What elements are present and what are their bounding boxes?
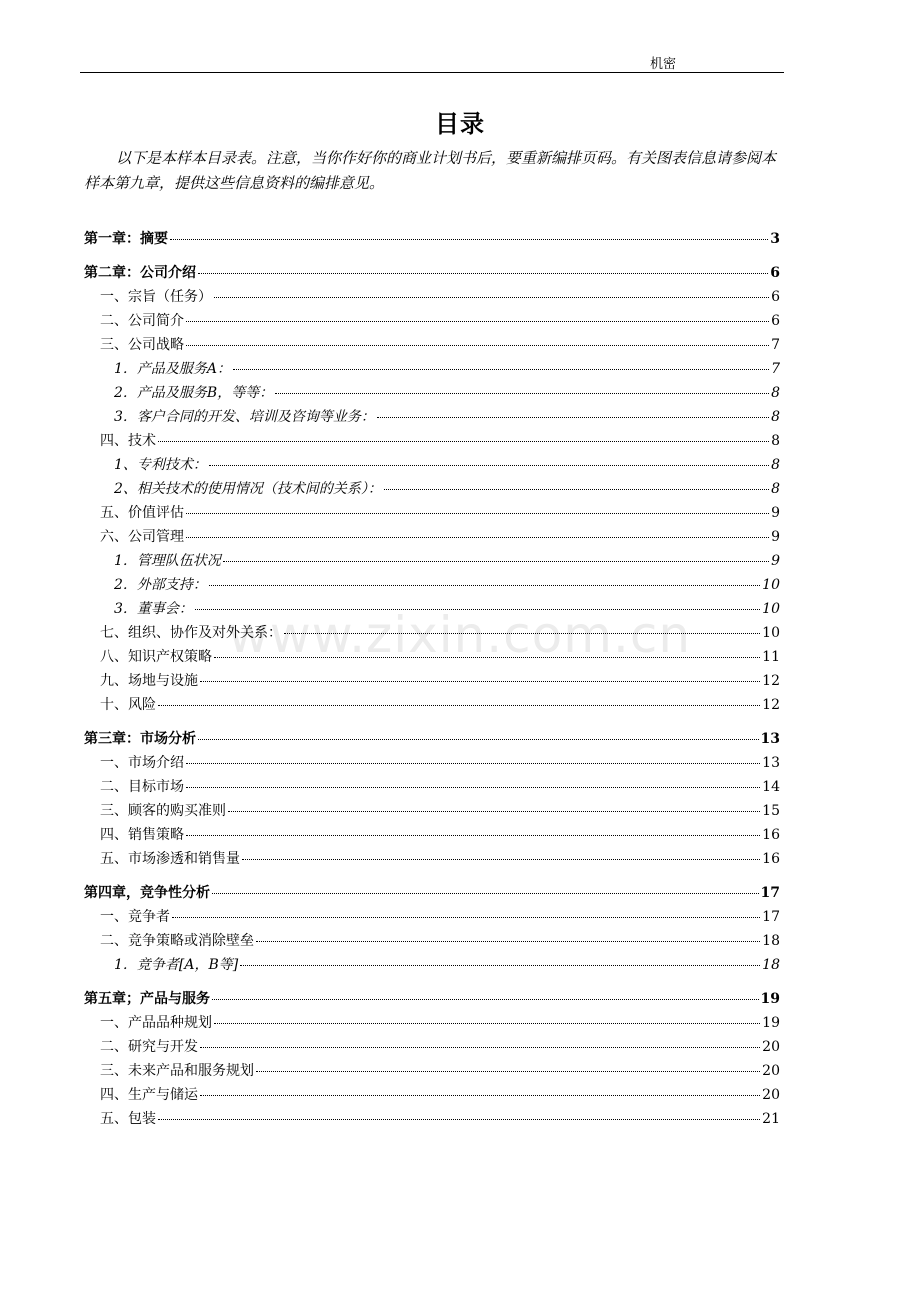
toc-entry-label: 九、场地与设施 [100, 673, 198, 689]
toc-page-number: 19 [762, 1015, 780, 1031]
dot-leader [186, 345, 769, 346]
toc-entry[interactable] [84, 623, 780, 647]
toc-entry-label: 3．董事会： [114, 601, 193, 617]
dot-leader [242, 859, 760, 860]
toc-entry[interactable] [84, 527, 780, 551]
toc-page-number: 6 [771, 289, 780, 305]
toc-entry[interactable] [84, 671, 780, 695]
dot-leader [256, 941, 760, 942]
toc-entry[interactable] [84, 955, 780, 979]
dot-leader [195, 609, 760, 610]
toc-entry-label: 1．管理队伍状况 [114, 553, 221, 569]
watermark: www.zixin.com.cn [228, 606, 692, 664]
toc-page-number: 18 [762, 957, 780, 973]
toc-entry[interactable] [84, 311, 780, 335]
toc-page-number: 9 [771, 553, 780, 569]
toc-entry-label: 五、价值评估 [100, 505, 184, 521]
toc-page-number: 10 [762, 625, 780, 641]
toc-page-number: 21 [762, 1111, 780, 1127]
toc-page-number: 8 [771, 457, 780, 473]
toc-chapter-entry[interactable] [84, 229, 780, 253]
toc-entry-label: 四、技术 [100, 433, 156, 449]
dot-leader [170, 239, 768, 240]
dot-leader [209, 585, 760, 586]
toc-entry[interactable] [84, 825, 780, 849]
toc-entry[interactable] [84, 335, 780, 359]
toc-page-number: 12 [762, 697, 780, 713]
toc-page-number: 8 [771, 385, 780, 401]
toc-chapter-entry[interactable] [84, 729, 780, 753]
toc-entry-label: 三、顾客的购买准则 [100, 803, 226, 819]
dot-leader [158, 441, 769, 442]
dot-leader [214, 1023, 760, 1024]
toc-page-number: 17 [762, 909, 780, 925]
toc-page-number: 10 [762, 577, 780, 593]
toc-page-number: 6 [771, 313, 780, 329]
toc-entry[interactable] [84, 1085, 780, 1109]
toc-entry-label: 1．产品及服务A： [114, 361, 232, 377]
toc-entry[interactable] [84, 907, 780, 931]
table-of-contents [84, 229, 780, 1133]
toc-page-number: 15 [762, 803, 780, 819]
dot-leader [256, 1071, 760, 1072]
toc-page-number: 8 [771, 409, 780, 425]
toc-entry-label: 第二章：公司介绍 [84, 265, 196, 281]
toc-entry[interactable] [84, 599, 780, 623]
toc-page-number: 7 [771, 337, 780, 353]
toc-entry-label: 五、市场渗透和销售量 [100, 851, 240, 867]
toc-entry-label: 三、公司战略 [100, 337, 184, 353]
toc-entry[interactable] [84, 287, 780, 311]
toc-page-number: 13 [762, 755, 780, 771]
toc-entry-label: 2．外部支持： [114, 577, 207, 593]
toc-entry-label: 六、公司管理 [100, 529, 184, 545]
toc-page-number: 20 [762, 1063, 780, 1079]
toc-entry[interactable] [84, 383, 780, 407]
toc-entry-label: 二、公司简介 [100, 313, 184, 329]
toc-entry[interactable] [84, 431, 780, 455]
dot-leader [233, 369, 769, 370]
toc-entry[interactable] [84, 503, 780, 527]
toc-entry-label: 第一章：摘要 [84, 231, 168, 247]
dot-leader [377, 417, 769, 418]
toc-page-number: 18 [762, 933, 780, 949]
dot-leader [214, 657, 760, 658]
toc-page-number: 11 [762, 649, 780, 665]
page-title: 目录 [435, 109, 485, 138]
toc-entry-label: 2．产品及服务B，等等： [114, 385, 274, 401]
dot-leader [172, 917, 760, 918]
toc-entry[interactable] [84, 407, 780, 431]
toc-page-number: 8 [771, 433, 780, 449]
dot-leader [209, 465, 769, 466]
toc-chapter-entry[interactable] [84, 883, 780, 907]
toc-entry-label: 第五章；产品与服务 [84, 991, 210, 1007]
toc-entry-label: 四、销售策略 [100, 827, 184, 843]
toc-entry[interactable] [84, 753, 780, 777]
dot-leader [214, 297, 769, 298]
dot-leader [186, 835, 760, 836]
toc-entry[interactable] [84, 455, 780, 479]
toc-page-number: 9 [771, 505, 780, 521]
dot-leader [212, 999, 759, 1000]
toc-page-number: 3 [770, 231, 780, 247]
dot-leader [158, 1119, 760, 1120]
dot-leader [158, 705, 760, 706]
dot-leader [186, 537, 769, 538]
toc-entry-label: 一、宗旨（任务） [100, 289, 212, 305]
toc-entry-label: 2、相关技术的使用情况（技术间的关系）： [114, 481, 382, 497]
dot-leader [284, 633, 760, 634]
toc-entry[interactable] [84, 1037, 780, 1061]
toc-page-number: 20 [762, 1087, 780, 1103]
dot-leader [200, 681, 760, 682]
toc-entry-label: 3．客户合同的开发、培训及咨询等业务： [114, 409, 375, 425]
toc-entry[interactable] [84, 777, 780, 801]
toc-entry-label: 二、研究与开发 [100, 1039, 198, 1055]
toc-entry-label: 二、目标市场 [100, 779, 184, 795]
toc-entry-label: 三、未来产品和服务规划 [100, 1063, 254, 1079]
toc-entry[interactable] [84, 931, 780, 955]
toc-page-number: 9 [771, 529, 780, 545]
toc-entry[interactable] [84, 359, 780, 383]
dot-leader [198, 273, 768, 274]
dot-leader [240, 965, 760, 966]
toc-page-number: 10 [762, 601, 780, 617]
dot-leader [186, 321, 769, 322]
toc-entry[interactable] [84, 479, 780, 503]
toc-page-number: 16 [762, 827, 780, 843]
page-header [80, 50, 784, 73]
toc-chapter-entry[interactable] [84, 989, 780, 1013]
toc-entry[interactable] [84, 575, 780, 599]
toc-page-number: 8 [771, 481, 780, 497]
toc-entry-label: 五、包装 [100, 1111, 156, 1127]
toc-entry-label: 十、风险 [100, 697, 156, 713]
toc-entry-label: 1．竞争者[A，B等] [114, 957, 239, 973]
toc-page-number: 14 [762, 779, 780, 795]
dot-leader [186, 763, 760, 764]
confidential-label: 机密 [649, 57, 676, 72]
dot-leader [200, 1095, 760, 1096]
toc-entry[interactable] [84, 695, 780, 719]
dot-leader [212, 893, 759, 894]
toc-entry[interactable] [84, 551, 780, 575]
toc-entry-label: 七、组织、协作及对外关系： [100, 625, 282, 641]
dot-leader [186, 787, 760, 788]
toc-page-number: 7 [771, 361, 780, 377]
toc-entry-label: 第三章：市场分析 [84, 731, 196, 747]
toc-entry-label: 一、竞争者 [100, 909, 170, 925]
toc-entry[interactable] [84, 1109, 780, 1133]
toc-entry[interactable] [84, 849, 780, 873]
toc-page-number: 16 [762, 851, 780, 867]
toc-entry-label: 四、生产与储运 [100, 1087, 198, 1103]
toc-entry-label: 一、市场介绍 [100, 755, 184, 771]
toc-entry-label: 二、竞争策略或消除壁垒 [100, 933, 254, 949]
dot-leader [186, 513, 769, 514]
toc-page-number: 17 [760, 885, 780, 901]
dot-leader [200, 1047, 760, 1048]
toc-page-number: 12 [762, 673, 780, 689]
intro-paragraph: 以下是本样本目录表。注意，当你作好你的商业计划书后，要重新编排页码。有关图表信息请参阅本样本第九章，提供这些信息资料的编排意见。 [84, 149, 777, 192]
toc-entry-label: 一、产品品种规划 [100, 1015, 212, 1031]
toc-page-number: 19 [760, 991, 780, 1007]
dot-leader [275, 393, 769, 394]
toc-page-number: 20 [762, 1039, 780, 1055]
toc-entry[interactable] [84, 1013, 780, 1037]
toc-entry-label: 第四章，竞争性分析 [84, 885, 210, 901]
toc-entry-label: 八、知识产权策略 [100, 649, 212, 665]
dot-leader [198, 739, 759, 740]
toc-entry[interactable] [84, 1061, 780, 1085]
dot-leader [228, 811, 760, 812]
dot-leader [223, 561, 769, 562]
toc-entry[interactable] [84, 801, 780, 825]
toc-chapter-entry[interactable] [84, 263, 780, 287]
toc-entry[interactable] [84, 647, 780, 671]
toc-page-number: 13 [760, 731, 780, 747]
dot-leader [384, 489, 769, 490]
toc-entry-label: 1、专利技术： [114, 457, 207, 473]
toc-page-number: 6 [770, 265, 780, 281]
